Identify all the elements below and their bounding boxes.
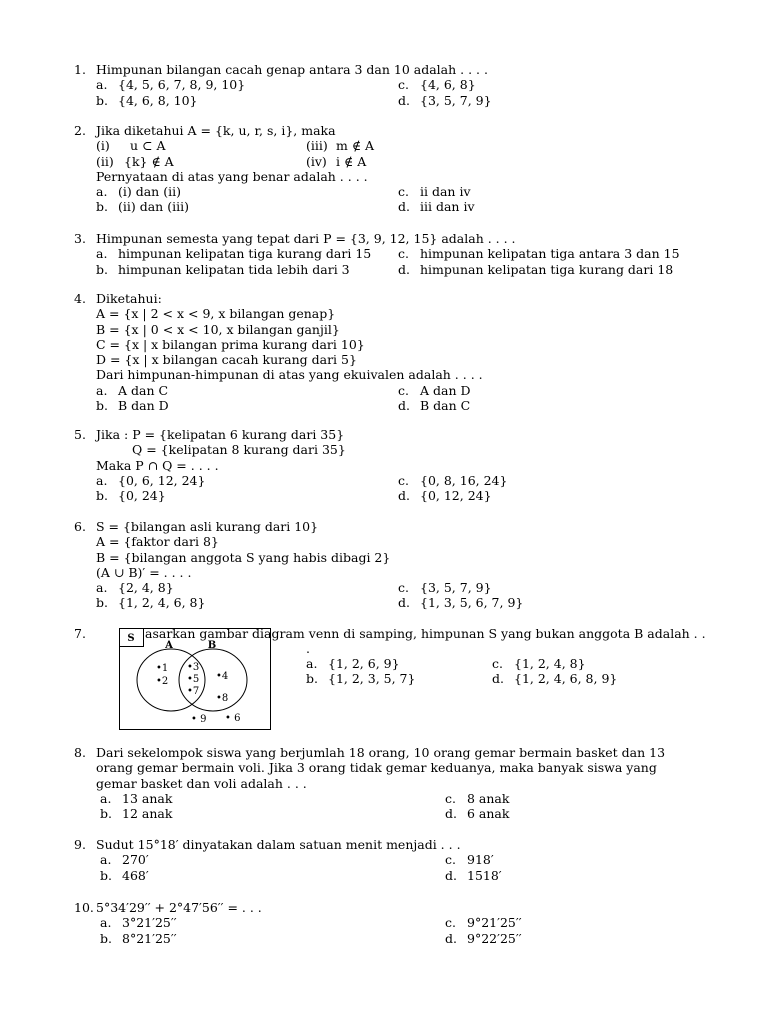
- set-definition-b: B = {bilangan anggota S yang habis dibagi 2}: [96, 549, 391, 565]
- set-definition-a: A = {x | 2 < x < 9, x bilangan genap}: [96, 306, 336, 322]
- question-text: Himpunan bilangan cacah genap antara 3 dan 10 adalah . . . .: [96, 62, 488, 77]
- option-a: a. {2, 4, 8}: [96, 580, 174, 596]
- option-c: c. {4, 6, 8}: [398, 77, 476, 93]
- statement-i: (i) u ⊂ A: [96, 138, 166, 154]
- question-number: 1.: [74, 62, 86, 77]
- venn-diagram: [119, 628, 271, 730]
- option-a: a. himpunan kelipatan tiga kurang dari 15: [96, 246, 372, 262]
- option-b: b. (ii) dan (iii): [96, 199, 189, 215]
- venn-diagram-graphic: [119, 628, 271, 730]
- option-b: b. 12 anak: [100, 806, 173, 822]
- option-b: b. himpunan kelipatan tida lebih dari 3: [96, 261, 350, 277]
- element-9: • 9: [191, 714, 207, 725]
- question-body: [96, 745, 706, 821]
- option-b: b. B dan D: [96, 398, 169, 414]
- option-a: a. {1, 2, 6, 9}: [306, 656, 400, 671]
- element-6: • 6: [225, 713, 241, 724]
- question-number: 3.: [74, 231, 86, 246]
- option-a: a. 13 anak: [100, 790, 173, 806]
- question-body: [96, 900, 706, 946]
- set-definition-c: C = {x | x bilangan prima kurang dari 10}: [96, 336, 365, 352]
- question-text: 5°34′29′′ + 2°47′56′′ = . . .: [96, 900, 262, 915]
- statement-iii: (iii) m ∉ A: [306, 138, 375, 154]
- option-b: b. {1, 2, 3, 5, 7}: [306, 671, 416, 687]
- option-b: b. {1, 2, 4, 6, 8}: [96, 595, 206, 611]
- option-d: d. {0, 12, 24}: [398, 488, 492, 504]
- option-c: c. 9°21′25′′: [445, 915, 522, 931]
- question-body: [96, 291, 706, 413]
- question-text: Himpunan semesta yang tepat dari P = {3, 9, 12, 15} adalah . . . .: [96, 231, 516, 246]
- option-d: d. 6 anak: [445, 806, 510, 822]
- set-a-label: A: [165, 640, 173, 651]
- option-d: d. {1, 2, 4, 6, 8, 9}: [492, 671, 618, 687]
- element-7: •7: [187, 686, 200, 697]
- question-number: 5.: [74, 427, 86, 442]
- question-text: Dari sekelompok siswa yang berjumlah 18 orang, 10 orang gemar bermain basket dan 13 orang gemar bermain voli. Jika 3 orang tidak gemar keduanya, maka banyak siswa yang gemar basket dan voli adalah . . .: [96, 745, 666, 791]
- element-4: •4: [216, 671, 229, 682]
- question-prompt: Dari himpunan-himpunan di atas yang ekuivalen adalah . . . .: [96, 367, 483, 383]
- option-a: a. 270′: [100, 852, 149, 868]
- question-number: 10.: [74, 900, 94, 915]
- option-d: d. {3, 5, 7, 9}: [398, 92, 492, 108]
- option-a: a. A dan C: [96, 382, 169, 398]
- element-8: •8: [216, 693, 229, 704]
- option-c: c. {1, 2, 4, 8}: [492, 656, 586, 671]
- question-number: 6.: [74, 519, 86, 534]
- option-d: d. 9°22′25′′: [445, 930, 522, 946]
- question-body: [96, 519, 706, 611]
- option-c: c. 918′: [445, 852, 494, 868]
- question-text: Diketahui:: [96, 291, 162, 306]
- set-definition-d: D = {x | x bilangan cacah kurang dari 5}: [96, 352, 357, 368]
- statement-iv: (iv) i ∉ A: [306, 153, 367, 169]
- question-prompt: (A ∪ B)′ = . . . .: [96, 564, 192, 580]
- set-definition-b: B = {x | 0 < x < 10, x bilangan ganjil}: [96, 321, 340, 337]
- option-a: a. {0, 6, 12, 24}: [96, 472, 206, 488]
- question-text: S = {bilangan asli kurang dari 10}: [96, 519, 319, 534]
- question-text: Sudut 15°18′ dinyatakan dalam satuan menit menjadi . . .: [96, 837, 461, 852]
- set-b-label: B: [207, 640, 217, 651]
- option-b: b. 8°21′25′′: [100, 930, 177, 946]
- universe-label: S: [127, 633, 135, 644]
- question-body: [96, 123, 706, 215]
- set-definition-q: Q = {kelipatan 8 kurang dari 35}: [132, 442, 346, 458]
- element-2: •2: [156, 676, 169, 687]
- question-number: 9.: [74, 837, 86, 852]
- question-prompt: Maka P ∩ Q = . . . .: [96, 457, 219, 473]
- question-text: Jika diketahui A = {k, u, r, s, i}, maka: [96, 123, 336, 138]
- option-d: d. {1, 3, 5, 6, 7, 9}: [398, 595, 524, 611]
- option-c: c. {0, 8, 16, 24}: [398, 472, 508, 488]
- option-a: a. 3°21′25′′: [100, 915, 177, 931]
- element-3: •3: [187, 662, 200, 673]
- option-c: c. 8 anak: [445, 790, 510, 806]
- option-c: c. {3, 5, 7, 9}: [398, 580, 492, 596]
- question-body: [96, 837, 706, 883]
- option-c: c. himpunan kelipatan tiga antara 3 dan 15: [398, 246, 680, 262]
- element-1: •1: [156, 663, 169, 674]
- option-b: b. {0, 24}: [96, 488, 166, 504]
- question-body: [96, 427, 706, 503]
- option-c: c. ii dan iv: [398, 184, 471, 200]
- question-number: 7.: [74, 626, 86, 641]
- question-text: asarkan gambar diagram venn di samping, himpunan S yang bukan anggota B adalah . .: [145, 626, 706, 641]
- option-d: d. B dan C: [398, 398, 471, 414]
- question-body: [96, 62, 706, 108]
- statement-ii: (ii) {k} ∉ A: [96, 153, 174, 169]
- question-prompt: Pernyataan di atas yang benar adalah . . . .: [96, 168, 368, 184]
- option-c: c. A dan D: [398, 382, 471, 398]
- option-b: b. 468′: [100, 867, 149, 883]
- question-body: [96, 231, 706, 277]
- question-7-options: [306, 656, 626, 687]
- option-d: d. himpunan kelipatan tiga kurang dari 18: [398, 261, 674, 277]
- question-number: 2.: [74, 123, 86, 138]
- question-text: Jika : P = {kelipatan 6 kurang dari 35}: [96, 427, 345, 442]
- option-b: b. {4, 6, 8, 10}: [96, 92, 198, 108]
- option-a: a. {4, 5, 6, 7, 8, 9, 10}: [96, 77, 246, 93]
- option-d: d. 1518′: [445, 867, 502, 883]
- continuation-dot: .: [306, 641, 310, 656]
- option-a: a. (i) dan (ii): [96, 184, 181, 200]
- question-number: 8.: [74, 745, 86, 760]
- element-5: •5: [187, 674, 200, 685]
- set-definition-a: A = {faktor dari 8}: [96, 534, 219, 550]
- option-d: d. iii dan iv: [398, 199, 475, 215]
- question-number: 4.: [74, 291, 86, 306]
